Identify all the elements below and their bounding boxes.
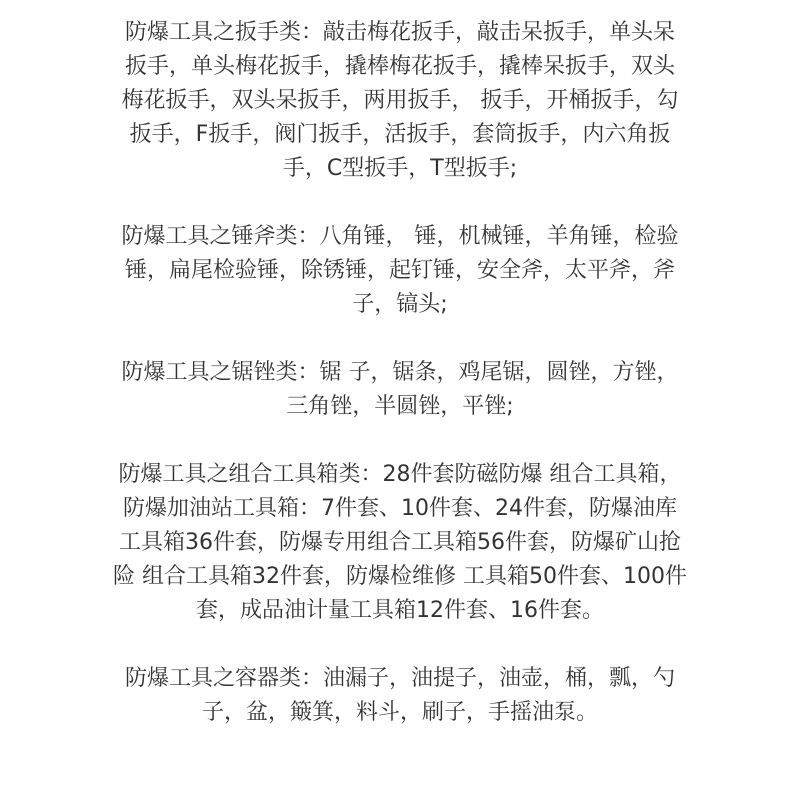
paragraph-saws-files [0, 356, 800, 424]
document-body [0, 16, 800, 764]
text-line: 子，镐头; [352, 292, 448, 317]
text-line: 险 组合工具箱32件套，防爆检维修 工具箱50件套、100件 [113, 564, 687, 589]
text-line: 防爆工具之容器类：油漏子，油提子，油壶，桶，瓢，勺 [124, 666, 675, 691]
paragraph-hammers-axes [0, 220, 800, 322]
text-line: 梅花扳手，双头呆扳手，两用扳手， 扳手，开桶扳手，勾 [121, 88, 679, 113]
text-line: 子，盆，簸箕，料斗，刷子，手摇油泵。 [201, 700, 598, 725]
text-line: 防爆加油站工具箱：7件套、10件套、24件套，防爆油库 [123, 496, 677, 521]
text-line: 防爆工具之组合工具箱类：28件套防磁防爆 组合工具箱， [118, 462, 682, 487]
text-line: 套，成品油计量工具箱12件套、16件套。 [196, 598, 604, 623]
text-line: 手，C型扳手，T型扳手; [282, 156, 518, 181]
text-line: 锤，扁尾检验锤，除锈锤，起钉锤，安全斧，太平斧，斧 [124, 258, 675, 283]
paragraph-tool-kits [0, 458, 800, 628]
text-line: 防爆工具之扳手类：敲击梅花扳手，敲击呆扳手，单头呆 [124, 20, 675, 45]
text-line: 防爆工具之锯锉类：锯 子，锯条，鸡尾锯，圆锉，方锉， [121, 360, 679, 385]
text-line: 扳手，F扳手，阀门扳手，活扳手，套筒扳手，内六角扳 [129, 122, 671, 147]
text-line: 防爆工具之锤斧类：八角锤， 锤，机械锤，羊角锤，检验 [121, 224, 679, 249]
paragraph-wrenches [0, 16, 800, 186]
text-line: 工具箱36件套，防爆专用组合工具箱56件套，防爆矿山抢 [119, 530, 681, 555]
text-line: 三角锉，半圆锉，平锉; [286, 394, 514, 419]
text-line: 扳手，单头梅花扳手，撬棒梅花扳手，撬棒呆扳手，双头 [124, 54, 675, 79]
paragraph-containers [0, 662, 800, 730]
